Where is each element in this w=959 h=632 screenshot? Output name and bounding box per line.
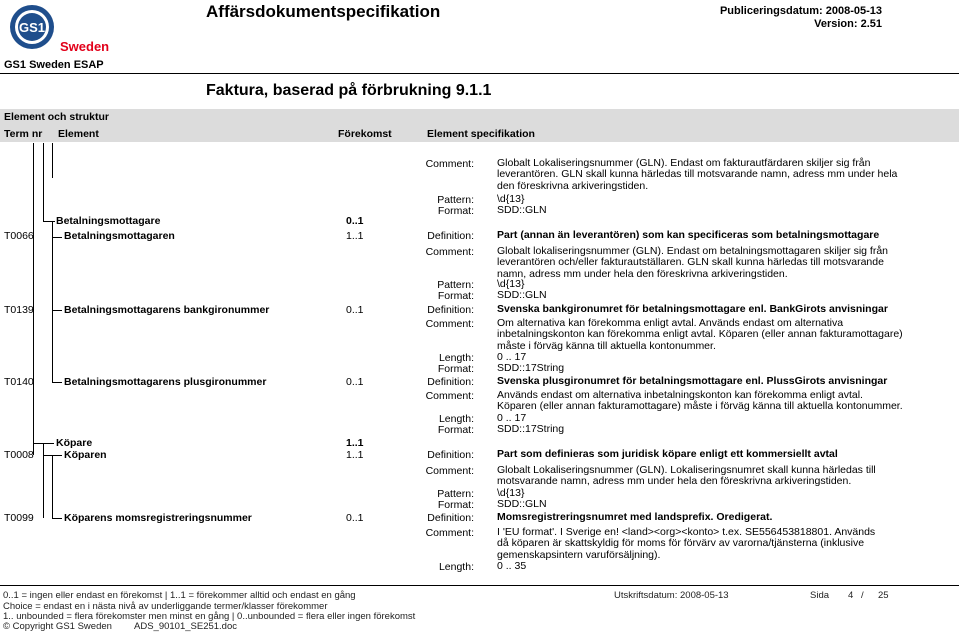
term-number: T0066: [4, 230, 34, 242]
group-name: Köpare: [56, 437, 93, 449]
definition-label: Definition:: [427, 376, 474, 388]
length-value: 0 .. 17: [497, 412, 527, 424]
occurrence: 0..1: [346, 304, 364, 316]
comment-label: Comment:: [425, 246, 474, 258]
version-line: Version: 2.51: [814, 18, 882, 30]
header-group-label: Element och struktur: [4, 111, 110, 123]
format-value: SDD::GLN: [497, 289, 547, 301]
comment-label: Comment:: [425, 318, 474, 330]
svg-text:GS1: GS1: [18, 20, 46, 35]
header-term-nr: Term nr: [4, 128, 43, 140]
pattern-value: \d{13}: [497, 193, 525, 205]
format-label: Format:: [437, 424, 474, 436]
group-occurrence: 1..1: [346, 437, 364, 449]
element-name: Köparen: [64, 449, 107, 461]
tree-line: [43, 455, 62, 456]
comment-text: Globalt Lokaliseringsnummer (GLN). Endast om fakturautfärdaren skiljer sig från leverantören. GLN skall kunna härledas till motsvarande namn, adress mm under hela den föreskrivna arkiveringstiden.: [497, 157, 898, 192]
tree-line: [43, 143, 44, 221]
pattern-label: Pattern:: [437, 194, 474, 206]
definition-label: Definition:: [427, 512, 474, 524]
length-value: 0 .. 17: [497, 351, 527, 363]
format-label: Format:: [437, 363, 474, 375]
copyright: © Copyright GS1 Sweden: [3, 621, 112, 632]
comment-text: Om alternativa kan förekomma enligt avtal. Används endast om alternativa inbetalningskonton kan förekomma enligt avtal. Köparen (eller annan fakturamottagare) måste i förväg känna till aktuella kontonummer.: [497, 317, 903, 352]
element-name: Betalningsmottagaren: [64, 230, 175, 242]
pattern-value: \d{13}: [497, 487, 525, 499]
term-number: T0140: [4, 376, 34, 388]
length-label: Length:: [438, 561, 474, 573]
definition-text: Part (annan än leverantören) som kan specificeras som betalningsmottagare: [497, 229, 880, 241]
gs1-sweden-logo: [8, 3, 112, 57]
element-name: Betalningsmottagarens bankgironummer: [64, 304, 270, 316]
page-number: 4: [848, 590, 854, 601]
format-value: SDD::17String: [497, 423, 565, 435]
format-label: Format:: [437, 205, 474, 217]
page-label: Sida: [810, 590, 830, 601]
divider: [0, 73, 959, 74]
definition-text: Svenska bankgironumret för betalningsmottagare enl. BankGirots anvisningar: [497, 303, 888, 315]
footer-divider: [0, 585, 959, 586]
occurrence: 0..1: [346, 376, 364, 388]
tree-line: [52, 382, 62, 383]
occurrence: 1..1: [346, 230, 364, 242]
published-line: Publiceringsdatum: 2008-05-13: [719, 5, 882, 17]
definition-text: Part som definieras som juridisk köpare enligt ett kommersiellt avtal: [497, 448, 838, 460]
definition-label: Definition:: [427, 449, 474, 461]
term-number: T0008: [4, 449, 34, 461]
occurrence: 1..1: [346, 449, 364, 461]
length-label: Length:: [438, 352, 474, 364]
page-title: Faktura, baserad på förbrukning 9.1.1: [206, 82, 492, 99]
length-label: Length:: [438, 413, 474, 425]
tree-line: [52, 143, 53, 178]
tree-line: [52, 310, 62, 311]
comment-text: I 'EU format'. I Sverige en! <land><org><konto> t.ex. SE556453818801. Används då köparen är skattskyldig för moms för förvärv av varorna/tjänsterna (inklusive gemenskapsintern varuförsäljning).: [497, 526, 876, 561]
tree-line: [52, 518, 62, 519]
header-element: Element: [58, 128, 99, 140]
table-header-group: [0, 109, 959, 125]
format-value: SDD::17String: [497, 362, 565, 374]
definition-text: Svenska plusgironumret för betalningsmottagare enl. PlussGirots anvisningar: [497, 375, 888, 387]
tree-line: [52, 237, 62, 238]
comment-label: Comment:: [425, 390, 474, 402]
pattern-label: Pattern:: [437, 488, 474, 500]
element-name: Betalningsmottagarens plusgironummer: [64, 376, 267, 388]
format-value: SDD::GLN: [497, 204, 547, 216]
definition-text: Momsregistreringsnumret med landsprefix. Oredigerat.: [497, 511, 773, 523]
comment-label: Comment:: [425, 158, 474, 170]
format-label: Format:: [437, 499, 474, 511]
tree-line: [52, 455, 53, 518]
tree-line: [33, 443, 54, 444]
svg-text:Sweden: Sweden: [60, 39, 110, 54]
file-name: ADS_90101_SE251.doc: [134, 621, 237, 632]
format-value: SDD::GLN: [497, 498, 547, 510]
comment-label: Comment:: [425, 527, 474, 539]
legend-line: Choice = endast en i nästa nivå av underliggande termer/klasser förekommer: [3, 601, 328, 612]
comment-text: Globalt lokaliseringsnummer (GLN). Endast om betalningsmottagaren skiljer sig från leverantören och/eller fakturautställaren. GLN skall kunna härledas till motsvarande namn, adress mm under hela den föreskrivna arkiveringstiden.: [497, 245, 889, 280]
document-title: Affärsdokumentspecifikation: [206, 2, 441, 21]
legend-line: 1.. unbounded = flera förekomster men minst en gång | 0..unbounded = flera eller ingen förekomst: [3, 611, 416, 622]
occurrence: 0..1: [346, 512, 364, 524]
comment-label: Comment:: [425, 465, 474, 477]
tree-line: [33, 143, 34, 455]
brand-name: GS1 Sweden ESAP: [4, 59, 104, 71]
tree-line: [43, 221, 55, 222]
length-value: 0 .. 35: [497, 560, 527, 572]
comment-text: Används endast om alternativa inbetalningskonton kan förekomma enligt avtal. Köparen (eller annan fakturamottagare) måste i förväg känna till aktuella kontonummer.: [497, 389, 903, 413]
term-number: T0099: [4, 512, 34, 524]
group-occurrence: 0..1: [346, 215, 364, 227]
group-name: Betalningsmottagare: [56, 215, 161, 227]
definition-label: Definition:: [427, 230, 474, 242]
pattern-value: \d{13}: [497, 278, 525, 290]
element-name: Köparens momsregistreringsnummer: [64, 512, 252, 524]
legend-line: 0..1 = ingen eller endast en förekomst | 1..1 = förekommer alltid och endast en gång: [3, 590, 356, 601]
header-occurrence: Förekomst: [338, 128, 392, 140]
page-separator: /: [861, 590, 864, 601]
definition-label: Definition:: [427, 304, 474, 316]
pattern-label: Pattern:: [437, 279, 474, 291]
tree-line: [52, 222, 53, 382]
header-spec: Element specifikation: [427, 128, 535, 140]
term-number: T0139: [4, 304, 34, 316]
format-label: Format:: [437, 290, 474, 302]
print-date: Utskriftsdatum: 2008-05-13: [614, 590, 729, 601]
page-total: 25: [878, 590, 889, 601]
comment-text: Globalt Lokaliseringsnummer (GLN). Lokaliseringsnumret skall kunna härledas till motsvarande namn, adress mm under hela den föreskrivna arkiveringstiden.: [497, 464, 876, 488]
